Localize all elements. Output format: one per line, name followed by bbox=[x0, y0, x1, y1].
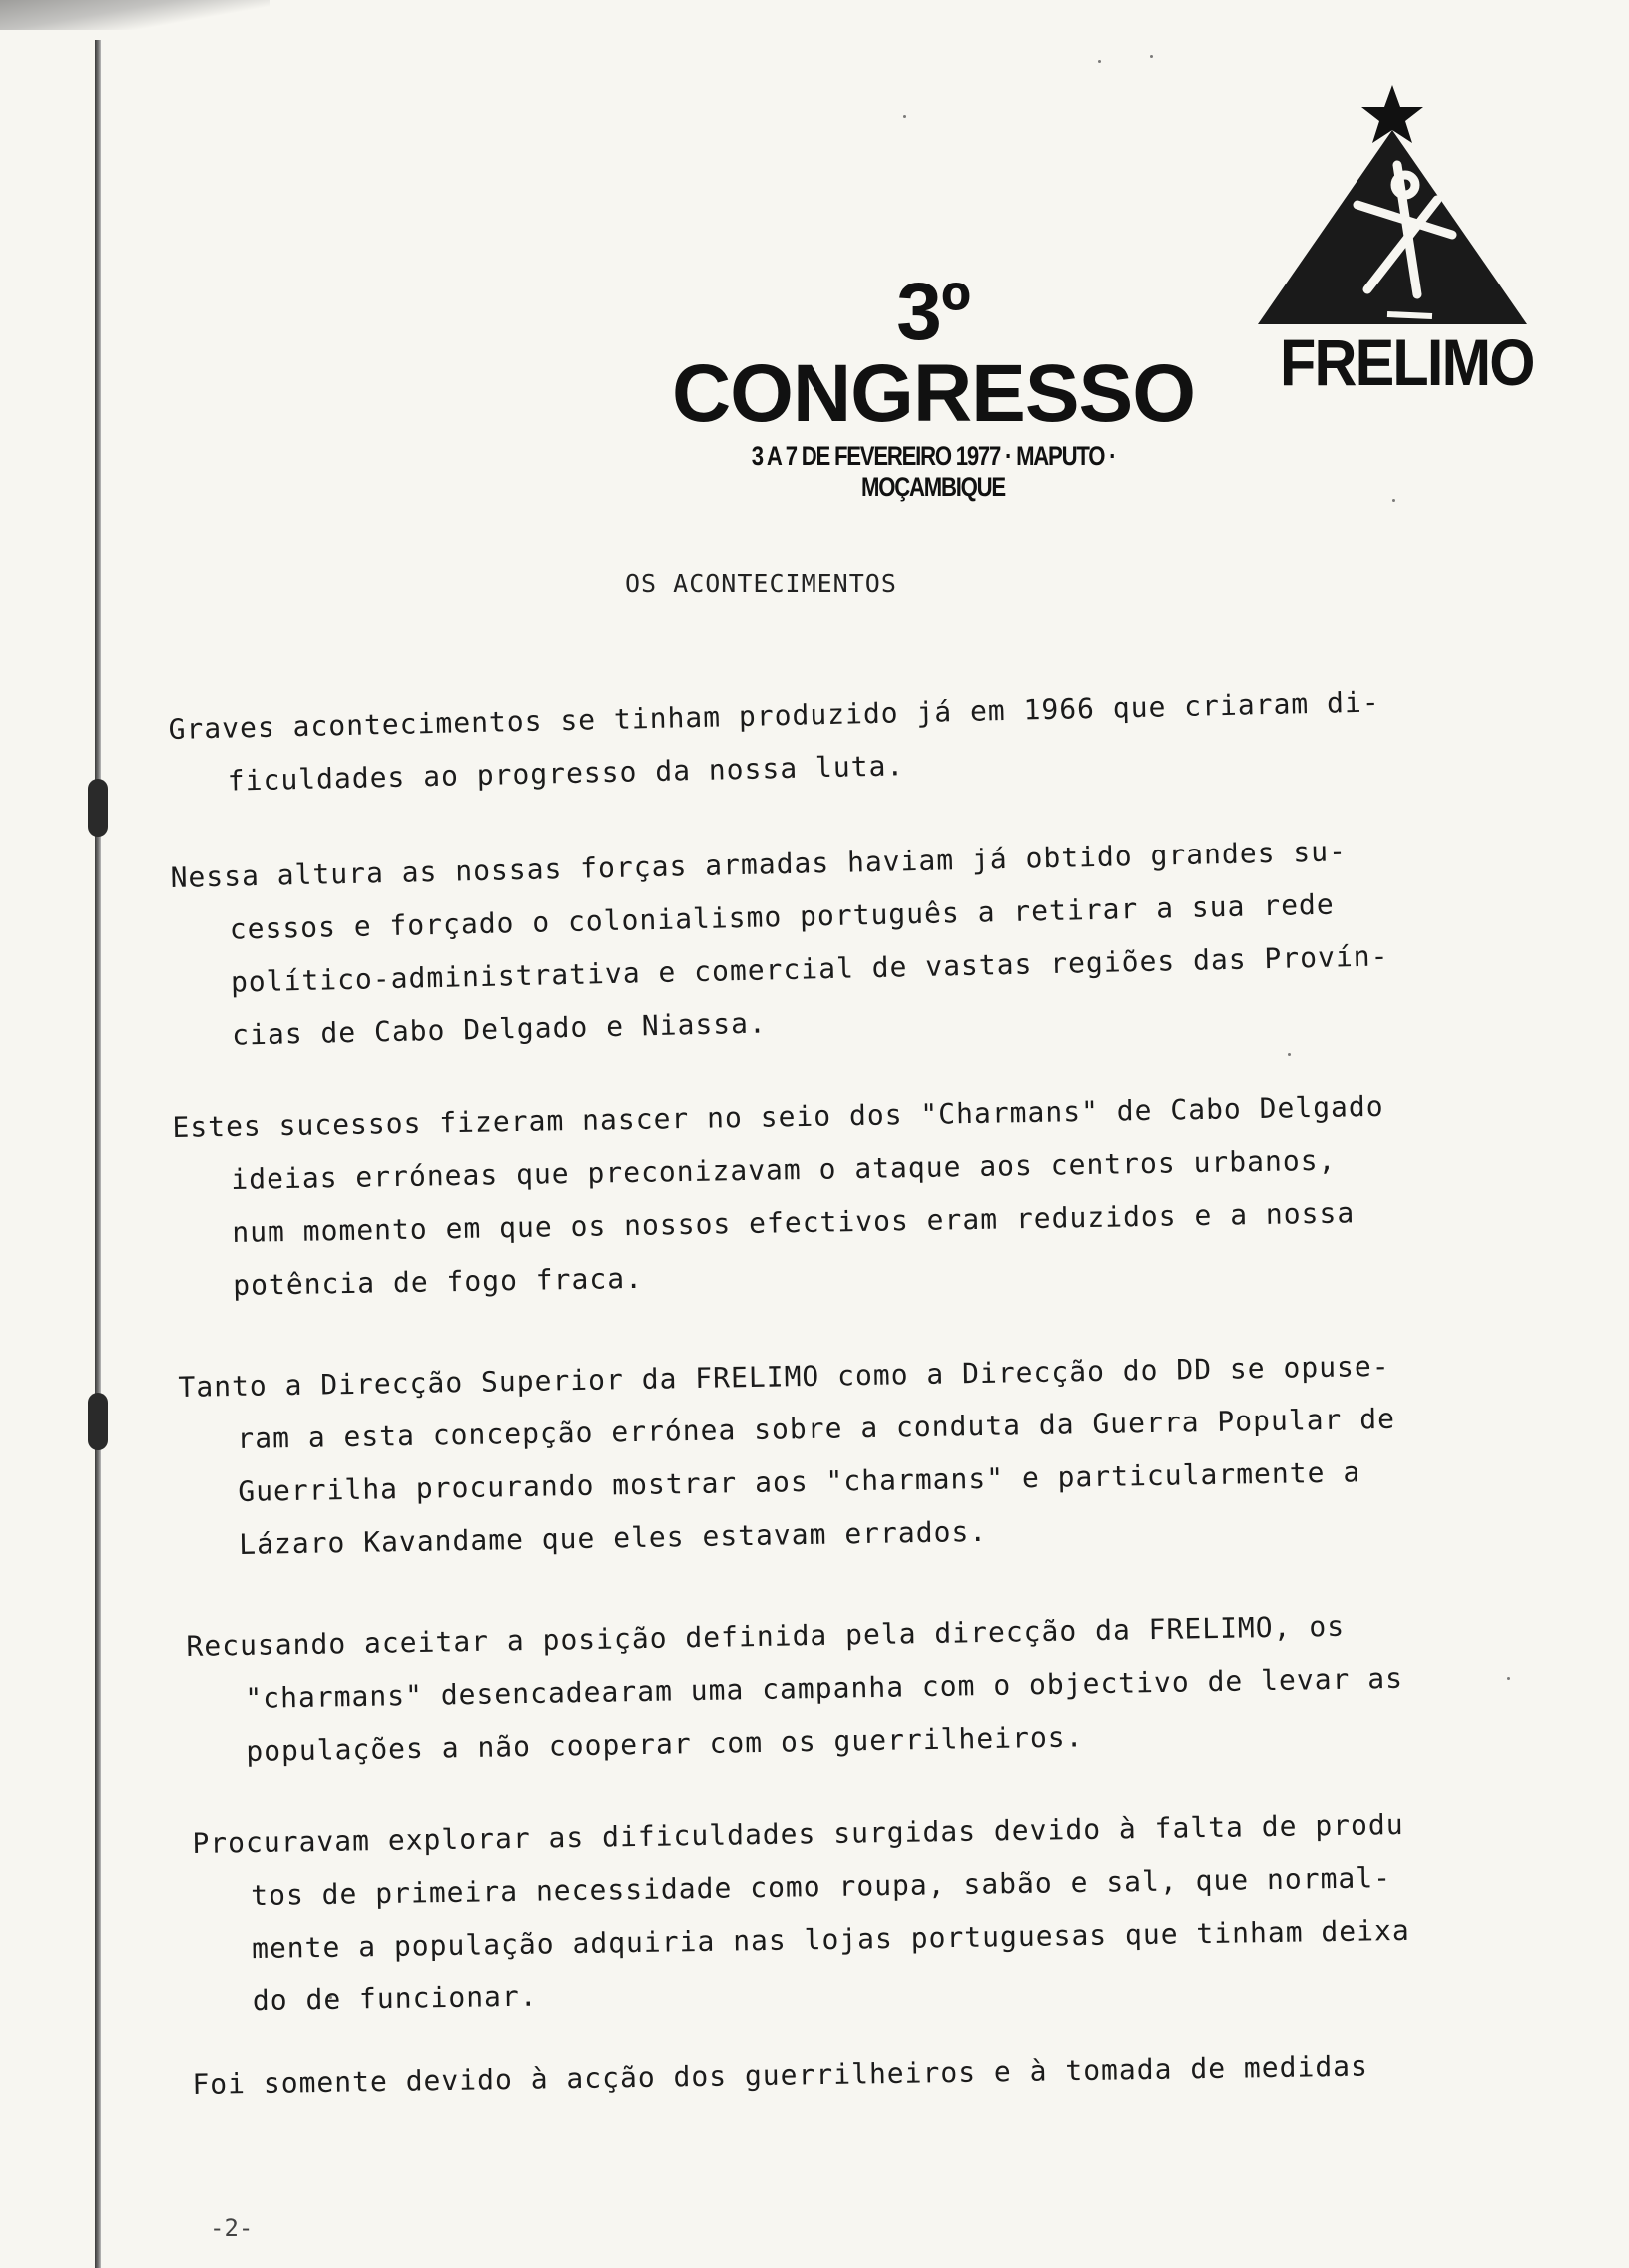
paragraph bbox=[172, 1080, 1387, 1313]
congress-dates: 3 A 7 DE FEVEREIRO 1977 · MAPUTO · MOÇAMBIQUE bbox=[751, 441, 1116, 502]
paragraph bbox=[168, 675, 1381, 809]
scan-corner-mark bbox=[0, 0, 270, 30]
scan-speck bbox=[1392, 499, 1395, 502]
paragraph-line: ram a esta concepção errónea sobre a conduta da Guerra Popular de bbox=[237, 1402, 1396, 1455]
paragraph-line: Recusando aceitar a posição definida pela direcção da FRELIMO, os bbox=[186, 1609, 1346, 1663]
frelimo-wordmark: FRELIMO bbox=[1280, 325, 1534, 399]
paragraph-line: cessos e forçado o colonialismo português a retirar a sua rede bbox=[229, 887, 1336, 946]
paragraph-line: cias de Cabo Delgado e Niassa. bbox=[231, 1006, 768, 1052]
paragraph-line: do de funcionar. bbox=[252, 1980, 538, 2018]
paragraph-line: Guerrilha procurando mostrar aos "charmans" e particularmente a bbox=[238, 1455, 1361, 1508]
binding-edge bbox=[95, 40, 101, 2268]
scan-speck bbox=[1150, 55, 1153, 58]
paragraph-line: potência de fogo fraca. bbox=[232, 1261, 644, 1302]
paragraph-line: Foi somente devido à acção dos guerrilheiros e à tomada de medidas bbox=[192, 2049, 1369, 2101]
paragraph-line: Graves acontecimentos se tinham produzido já em 1966 que criaram di- bbox=[168, 685, 1380, 746]
scan-speck bbox=[1098, 60, 1101, 63]
paragraph-line: "charmans" desencadearam uma campanha com o objectivo de levar as bbox=[245, 1661, 1404, 1715]
paragraph-line: num momento em que os nossos efectivos eram reduzidos e a nossa bbox=[232, 1196, 1356, 1249]
scan-speck bbox=[1507, 1677, 1510, 1680]
paragraph bbox=[178, 1340, 1397, 1572]
binding-notch bbox=[88, 779, 108, 837]
paragraph-line: Procuravam explorar as dificuldades surgidas devido à falta de produ bbox=[192, 1807, 1404, 1860]
paragraph bbox=[192, 2039, 1368, 2111]
paragraph bbox=[170, 824, 1390, 1063]
paragraph-line: populações a não cooperar com os guerrilheiros. bbox=[246, 1720, 1084, 1768]
paragraph bbox=[192, 1798, 1411, 2028]
paragraph-line: ficuldades ao progresso da nossa luta. bbox=[227, 749, 905, 798]
paragraph-line: Lázaro Kavandame que eles estavam errados. bbox=[238, 1514, 988, 1561]
paragraph-line: ideias erróneas que preconizavam o ataque aos centros urbanos, bbox=[231, 1143, 1337, 1196]
page-number: -2- bbox=[210, 2214, 254, 2242]
paragraph-line: Estes sucessos fizeram nascer no seio dos "Charmans" de Cabo Delgado bbox=[172, 1089, 1384, 1144]
binding-notch bbox=[88, 1393, 108, 1450]
paragraph-line: tos de primeira necessidade como roupa, sabão e sal, que normal- bbox=[250, 1861, 1392, 1913]
paragraph bbox=[186, 1599, 1404, 1779]
scan-speck bbox=[1288, 1053, 1291, 1056]
paragraph-line: Tanto a Direcção Superior da FRELIMO como a Direcção do DD se opuse- bbox=[178, 1349, 1390, 1404]
scan-speck bbox=[903, 115, 906, 118]
congress-title: 3º CONGRESSO bbox=[671, 267, 1196, 439]
paragraph-line: político-administrativa e comercial de vastas regiões das Provín- bbox=[230, 939, 1389, 999]
section-title: OS ACONTECIMENTOS bbox=[625, 569, 897, 598]
paragraph-line: mente a população adquiria nas lojas portuguesas que tinham deixa bbox=[251, 1913, 1410, 1966]
congress-header bbox=[664, 267, 1203, 503]
paragraph-line: Nessa altura as nossas forças armadas haviam já obtido grandes su- bbox=[170, 835, 1348, 894]
